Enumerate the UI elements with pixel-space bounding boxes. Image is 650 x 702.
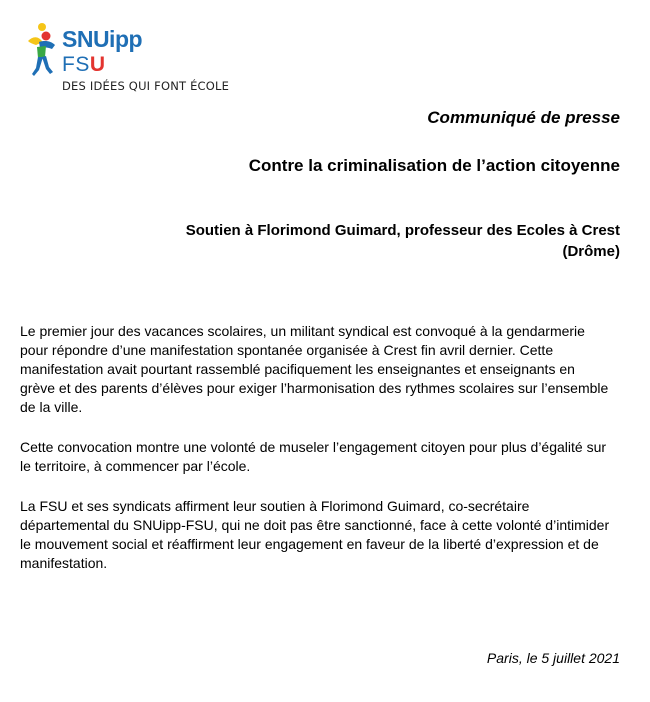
brand-tagline: DES IDÉES QUI FONT ÉCOLE (62, 79, 230, 93)
document-title: Contre la criminalisation de l’action citoyenne (248, 156, 620, 175)
document-signature: Paris, le 5 juillet 2021 (486, 650, 620, 666)
child-figure-icon (24, 22, 58, 80)
snuipp-fsu-logo (24, 22, 230, 102)
document-subtitle (60, 220, 620, 262)
subtitle-line-2: (Drôme) (562, 243, 620, 260)
body-paragraph-1: Le premier jour des vacances scolaires, un militant syndical est convoqué à la gendarmerie pour répondre d’une manifestation spontanée organisée à Crest fin avril dernier. Cette manifestation avait pourtant rassemblé pacifiquement les enseignantes et enseignants en grève et des parents d’élèves pour exiger l’harmonisation des rythmes scolaires sur l’ensemble de la ville. (20, 323, 609, 415)
brand-federation (62, 53, 106, 77)
subtitle-line-1: Soutien à Florimond Guimard, professeur des Ecoles à Crest (185, 222, 620, 239)
brand-federation-prefix: FS (62, 53, 90, 76)
brand-name: SNUipp (62, 26, 143, 52)
body-paragraph-2: Cette convocation montre une volonté de museler l’engagement citoyen pour plus d’égalité sur le territoire, à commencer par l’école. (20, 439, 607, 474)
brand-federation-u: U (89, 53, 106, 76)
body-paragraph-3: La FSU et ses syndicats affirment leur soutien à Florimond Guimard, co-secrétaire départemental du SNUipp-FSU, qui ne doit pas être sanctionné, face à cette volonté d’intimider le mouvement social et réaffirment leur engagement en faveur de la liberté d’expression et de manifestation. (20, 498, 610, 571)
document-body (20, 322, 610, 594)
document-type: Communiqué de presse (427, 108, 620, 127)
